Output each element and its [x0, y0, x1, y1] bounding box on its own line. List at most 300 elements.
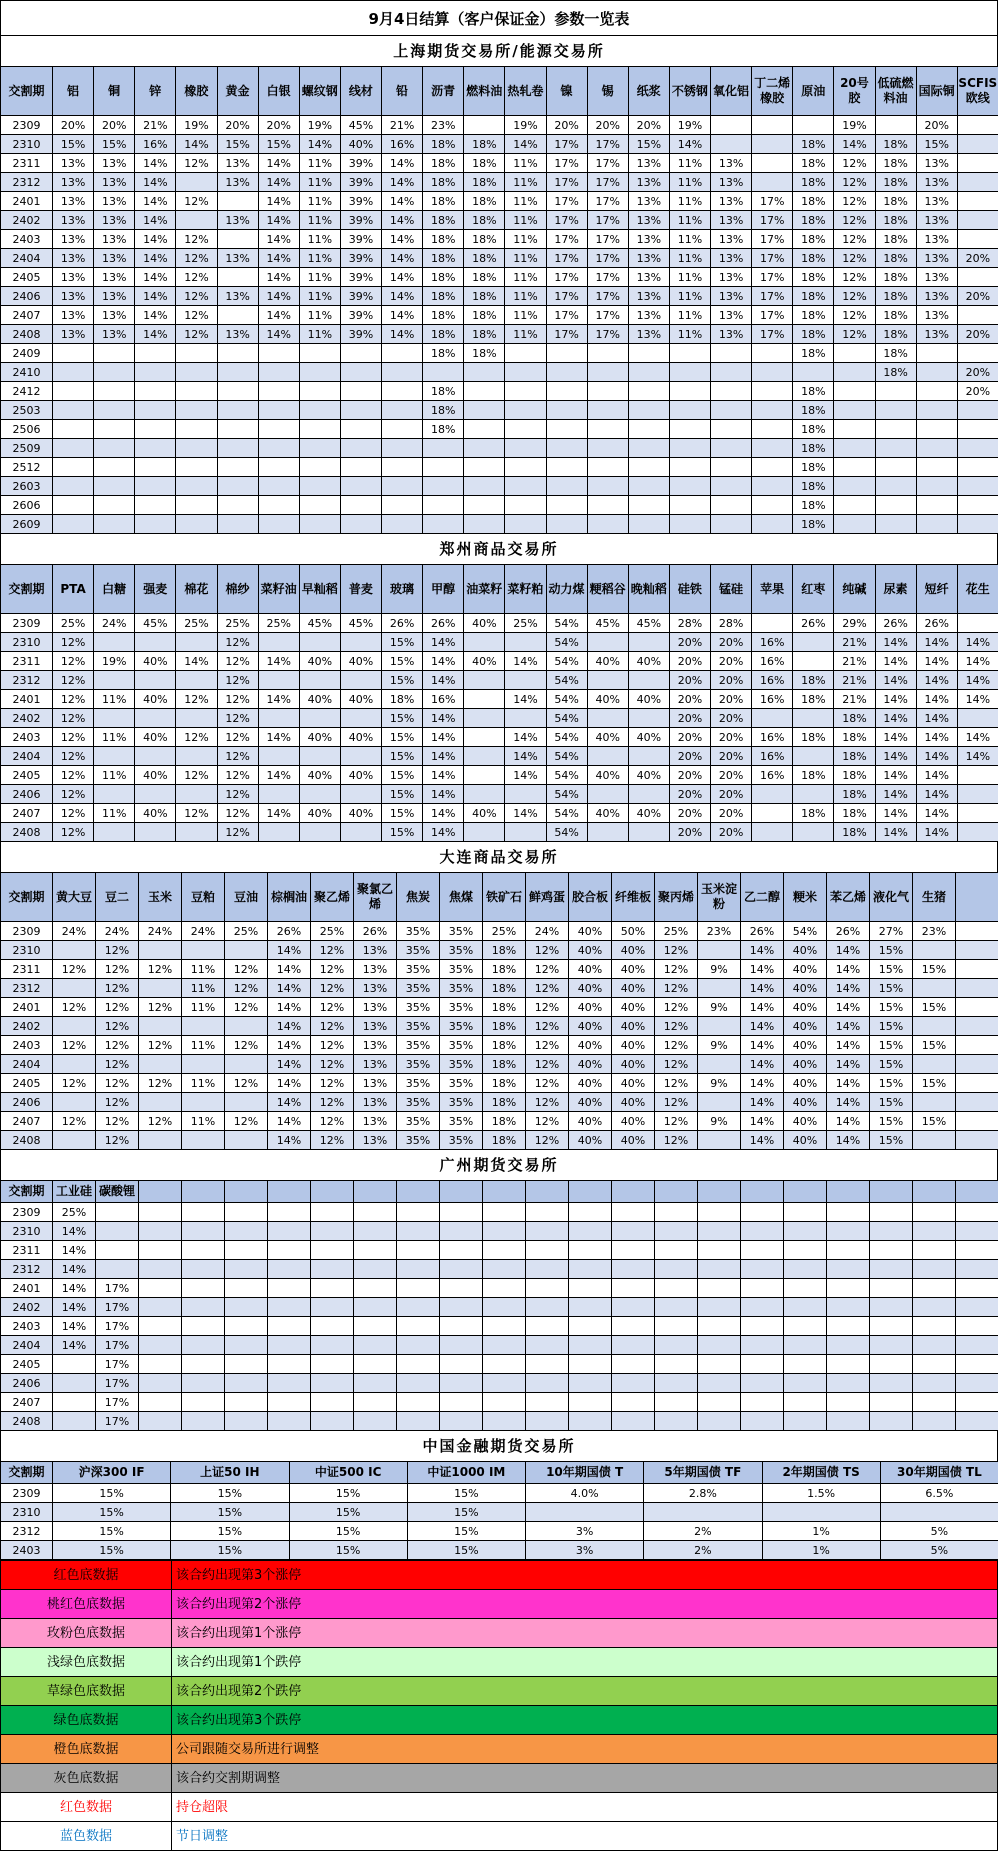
delivery-period-cell: 2312	[1, 1260, 53, 1279]
legend-description: 该合约交割期调整	[172, 1764, 998, 1793]
margin-cell	[176, 477, 217, 496]
margin-cell	[354, 1298, 397, 1317]
margin-cell	[311, 1393, 354, 1412]
margin-cell	[483, 1355, 526, 1374]
margin-cell	[612, 1317, 655, 1336]
delivery-period-cell: 2401	[1, 192, 53, 211]
margin-cell: 14%	[916, 823, 957, 842]
margin-cell	[354, 1317, 397, 1336]
table-row	[1, 401, 998, 420]
margin-cell: 14%	[382, 154, 423, 173]
table-row	[1, 1317, 998, 1336]
margin-cell	[182, 1222, 225, 1241]
margin-cell: 12%	[96, 1074, 139, 1093]
margin-cell: 26%	[741, 922, 784, 941]
margin-cell: 14%	[258, 173, 299, 192]
column-header: 玻璃	[382, 565, 423, 614]
margin-cell	[587, 671, 628, 690]
margin-cell: 12%	[176, 154, 217, 173]
margin-cell: 18%	[875, 154, 916, 173]
table-row	[1, 1541, 998, 1560]
margin-cell: 14%	[258, 268, 299, 287]
margin-cell: 11%	[669, 154, 710, 173]
margin-cell	[354, 1393, 397, 1412]
header-row	[1, 1462, 998, 1484]
column-header: 交割期	[1, 873, 53, 922]
margin-cell	[870, 1393, 913, 1412]
margin-cell: 20%	[711, 804, 752, 823]
margin-cell	[505, 382, 546, 401]
table-row	[1, 116, 998, 135]
column-header: 豆二	[96, 873, 139, 922]
margin-cell	[784, 1412, 827, 1431]
margin-cell: 54%	[546, 823, 587, 842]
margin-cell	[217, 306, 258, 325]
margin-cell: 14%	[382, 192, 423, 211]
margin-cell: 40%	[299, 728, 340, 747]
margin-cell: 15%	[870, 1074, 913, 1093]
margin-cell: 16%	[752, 633, 793, 652]
column-header: 白糖	[94, 565, 135, 614]
margin-cell	[53, 496, 94, 515]
margin-cell	[94, 496, 135, 515]
margin-cell: 13%	[94, 249, 135, 268]
column-header: 2年期国债 TS	[762, 1462, 880, 1484]
margin-cell: 40%	[784, 1055, 827, 1074]
margin-cell	[957, 614, 998, 633]
delivery-period-cell: 2403	[1, 1036, 53, 1055]
column-header: 交割期	[1, 1181, 53, 1203]
margin-cell: 24%	[96, 922, 139, 941]
margin-cell	[354, 1336, 397, 1355]
margin-cell: 17%	[752, 249, 793, 268]
margin-cell: 18%	[423, 135, 464, 154]
margin-cell: 12%	[311, 998, 354, 1017]
margin-cell: 18%	[382, 690, 423, 709]
margin-cell: 17%	[587, 287, 628, 306]
margin-cell: 54%	[546, 804, 587, 823]
margin-cell: 18%	[483, 1055, 526, 1074]
margin-cell: 15%	[913, 960, 956, 979]
margin-cell	[913, 979, 956, 998]
column-header: 沪深300 IF	[53, 1462, 171, 1484]
delivery-period-cell: 2310	[1, 941, 53, 960]
margin-cell: 15%	[913, 1112, 956, 1131]
margin-cell	[752, 154, 793, 173]
margin-cell	[698, 1298, 741, 1317]
margin-cell	[956, 1317, 998, 1336]
margin-cell: 13%	[916, 325, 957, 344]
margin-cell: 12%	[655, 979, 698, 998]
margin-cell: 15%	[916, 135, 957, 154]
margin-cell	[135, 709, 176, 728]
margin-cell: 13%	[53, 192, 94, 211]
margin-cell	[875, 420, 916, 439]
margin-cell	[397, 1298, 440, 1317]
margin-cell: 12%	[217, 747, 258, 766]
margin-cell	[526, 1260, 569, 1279]
margin-cell	[135, 382, 176, 401]
margin-cell	[793, 633, 834, 652]
margin-cell	[505, 420, 546, 439]
margin-cell	[741, 1336, 784, 1355]
margin-cell	[956, 1131, 998, 1150]
margin-cell: 26%	[875, 614, 916, 633]
margin-cell: 35%	[440, 1036, 483, 1055]
margin-cell: 17%	[587, 173, 628, 192]
margin-cell: 18%	[793, 230, 834, 249]
column-header: 红枣	[793, 565, 834, 614]
margin-cell	[299, 477, 340, 496]
margin-cell	[225, 1055, 268, 1074]
margin-cell: 14%	[875, 709, 916, 728]
margin-cell	[268, 1412, 311, 1431]
table-row	[1, 1074, 998, 1093]
margin-cell	[483, 1336, 526, 1355]
margin-cell	[526, 1503, 644, 1522]
margin-cell: 17%	[752, 325, 793, 344]
delivery-period-cell: 2408	[1, 325, 53, 344]
margin-cell: 14%	[916, 728, 957, 747]
margin-cell	[612, 1393, 655, 1412]
margin-cell: 14%	[741, 1112, 784, 1131]
margin-cell	[483, 1222, 526, 1241]
margin-cell	[526, 1298, 569, 1317]
margin-cell	[698, 1203, 741, 1222]
column-header: 纯碱	[834, 565, 875, 614]
margin-cell	[94, 515, 135, 534]
margin-cell: 24%	[94, 614, 135, 633]
margin-cell	[268, 1393, 311, 1412]
delivery-period-cell: 2408	[1, 1131, 53, 1150]
margin-cell: 40%	[784, 1036, 827, 1055]
margin-cell	[225, 1241, 268, 1260]
margin-cell: 14%	[916, 747, 957, 766]
margin-cell: 40%	[612, 998, 655, 1017]
margin-cell	[752, 823, 793, 842]
margin-cell	[628, 363, 669, 382]
margin-cell	[440, 1203, 483, 1222]
margin-cell: 11%	[94, 766, 135, 785]
margin-cell: 14%	[669, 135, 710, 154]
margin-cell: 15%	[289, 1522, 407, 1541]
margin-cell: 18%	[464, 135, 505, 154]
margin-cell: 17%	[752, 287, 793, 306]
margin-cell	[440, 1412, 483, 1431]
margin-cell: 13%	[354, 1036, 397, 1055]
margin-cell: 18%	[834, 823, 875, 842]
margin-cell: 12%	[655, 1093, 698, 1112]
margin-cell	[299, 823, 340, 842]
column-header: 铅	[382, 67, 423, 116]
margin-cell: 40%	[587, 766, 628, 785]
margin-cell: 15%	[870, 1036, 913, 1055]
margin-cell: 40%	[340, 690, 381, 709]
margin-cell	[784, 1279, 827, 1298]
column-header: 橡胶	[176, 67, 217, 116]
margin-cell: 40%	[612, 1074, 655, 1093]
margin-cell: 12%	[53, 960, 96, 979]
margin-cell	[53, 363, 94, 382]
margin-cell	[913, 1131, 956, 1150]
margin-cell	[139, 941, 182, 960]
margin-cell: 14%	[957, 690, 998, 709]
margin-cell	[94, 458, 135, 477]
column-header: 粳稻谷	[587, 565, 628, 614]
margin-cell	[711, 344, 752, 363]
margin-cell: 35%	[397, 960, 440, 979]
margin-table	[0, 564, 998, 842]
table-row	[1, 477, 998, 496]
header-row	[1, 873, 998, 922]
margin-cell	[762, 1503, 880, 1522]
margin-cell	[397, 1222, 440, 1241]
margin-cell: 40%	[612, 1112, 655, 1131]
margin-cell: 12%	[217, 804, 258, 823]
margin-cell: 12%	[834, 325, 875, 344]
margin-cell	[698, 1336, 741, 1355]
margin-cell: 40%	[587, 652, 628, 671]
margin-cell: 54%	[546, 766, 587, 785]
margin-cell	[505, 363, 546, 382]
delivery-period-cell: 2407	[1, 306, 53, 325]
margin-cell: 18%	[875, 192, 916, 211]
table-row	[1, 614, 998, 633]
margin-cell: 26%	[916, 614, 957, 633]
margin-cell	[916, 363, 957, 382]
margin-cell	[741, 1374, 784, 1393]
header-row	[1, 565, 998, 614]
margin-cell: 12%	[311, 1055, 354, 1074]
header-row	[1, 1181, 998, 1203]
margin-cell: 16%	[752, 728, 793, 747]
margin-cell: 18%	[423, 211, 464, 230]
legend-row	[1, 1677, 998, 1706]
margin-cell	[875, 116, 916, 135]
margin-cell	[628, 477, 669, 496]
margin-cell	[268, 1374, 311, 1393]
margin-cell: 12%	[655, 960, 698, 979]
delivery-period-cell: 2311	[1, 154, 53, 173]
margin-cell: 3%	[526, 1541, 644, 1560]
margin-cell: 13%	[53, 287, 94, 306]
margin-cell	[655, 1241, 698, 1260]
margin-cell	[698, 1279, 741, 1298]
margin-cell: 18%	[464, 211, 505, 230]
table-row	[1, 154, 998, 173]
margin-cell: 13%	[628, 211, 669, 230]
margin-cell	[655, 1317, 698, 1336]
delivery-period-cell: 2410	[1, 363, 53, 382]
margin-cell: 13%	[916, 154, 957, 173]
column-header: 菜籽油	[258, 565, 299, 614]
margin-cell: 14%	[176, 652, 217, 671]
margin-cell	[53, 344, 94, 363]
margin-cell: 40%	[784, 960, 827, 979]
margin-cell: 12%	[96, 1055, 139, 1074]
table-row	[1, 728, 998, 747]
column-header: 液化气	[870, 873, 913, 922]
margin-cell	[423, 515, 464, 534]
margin-cell: 12%	[53, 1112, 96, 1131]
margin-cell: 12%	[834, 173, 875, 192]
margin-cell	[176, 633, 217, 652]
margin-cell: 11%	[669, 211, 710, 230]
margin-cell	[569, 1393, 612, 1412]
margin-cell	[669, 420, 710, 439]
margin-cell	[569, 1336, 612, 1355]
margin-cell: 12%	[655, 1112, 698, 1131]
margin-cell	[354, 1279, 397, 1298]
margin-cell: 12%	[655, 1131, 698, 1150]
margin-cell	[834, 439, 875, 458]
margin-cell: 18%	[464, 344, 505, 363]
margin-cell	[655, 1393, 698, 1412]
column-header: 油菜籽	[464, 565, 505, 614]
margin-cell	[505, 633, 546, 652]
margin-cell: 18%	[793, 135, 834, 154]
margin-cell: 14%	[741, 1017, 784, 1036]
delivery-period-cell: 2401	[1, 998, 53, 1017]
margin-cell: 15%	[870, 1055, 913, 1074]
margin-cell: 12%	[526, 960, 569, 979]
margin-cell	[569, 1241, 612, 1260]
margin-cell: 13%	[94, 173, 135, 192]
margin-cell	[299, 709, 340, 728]
margin-cell: 40%	[784, 1017, 827, 1036]
margin-cell: 13%	[94, 325, 135, 344]
margin-cell	[464, 747, 505, 766]
margin-cell	[505, 496, 546, 515]
margin-cell: 9%	[698, 1036, 741, 1055]
margin-cell	[340, 671, 381, 690]
margin-cell	[526, 1279, 569, 1298]
column-header: 苯乙烯	[827, 873, 870, 922]
margin-cell	[569, 1203, 612, 1222]
margin-cell	[875, 382, 916, 401]
margin-cell: 54%	[546, 671, 587, 690]
margin-cell	[957, 709, 998, 728]
margin-cell: 14%	[957, 633, 998, 652]
margin-cell: 40%	[784, 1074, 827, 1093]
margin-cell	[827, 1393, 870, 1412]
margin-cell: 18%	[793, 496, 834, 515]
margin-cell: 12%	[311, 1112, 354, 1131]
margin-cell: 20%	[957, 382, 998, 401]
margin-cell: 50%	[612, 922, 655, 941]
margin-cell: 14%	[423, 728, 464, 747]
margin-cell	[957, 211, 998, 230]
delivery-period-cell: 2406	[1, 1093, 53, 1112]
margin-cell: 12%	[225, 998, 268, 1017]
margin-cell	[834, 515, 875, 534]
margin-cell: 14%	[875, 633, 916, 652]
margin-cell	[526, 1203, 569, 1222]
margin-cell	[870, 1412, 913, 1431]
margin-cell: 18%	[423, 382, 464, 401]
margin-cell: 40%	[784, 941, 827, 960]
margin-cell	[752, 804, 793, 823]
margin-cell	[752, 420, 793, 439]
margin-cell	[176, 382, 217, 401]
margin-cell: 17%	[546, 135, 587, 154]
margin-cell	[225, 1393, 268, 1412]
column-header: 焦炭	[397, 873, 440, 922]
margin-cell	[225, 1260, 268, 1279]
margin-cell: 18%	[875, 211, 916, 230]
margin-cell	[182, 1412, 225, 1431]
table-row	[1, 363, 998, 382]
margin-cell	[311, 1279, 354, 1298]
margin-cell	[483, 1279, 526, 1298]
margin-cell	[587, 477, 628, 496]
margin-cell: 18%	[875, 344, 916, 363]
margin-cell: 12%	[96, 1112, 139, 1131]
margin-cell	[135, 420, 176, 439]
margin-cell: 21%	[135, 116, 176, 135]
margin-cell: 13%	[628, 306, 669, 325]
margin-cell	[311, 1412, 354, 1431]
margin-cell: 20%	[53, 116, 94, 135]
table-row	[1, 1222, 998, 1241]
margin-cell: 11%	[669, 192, 710, 211]
margin-cell: 18%	[793, 804, 834, 823]
table-row	[1, 1279, 998, 1298]
column-header: 铝	[53, 67, 94, 116]
table-row	[1, 1393, 998, 1412]
margin-cell	[569, 1260, 612, 1279]
margin-cell	[587, 363, 628, 382]
margin-cell: 17%	[752, 268, 793, 287]
margin-cell	[628, 458, 669, 477]
margin-cell	[569, 1355, 612, 1374]
margin-cell: 17%	[546, 192, 587, 211]
margin-cell: 12%	[96, 1017, 139, 1036]
margin-cell: 9%	[698, 998, 741, 1017]
margin-cell	[916, 344, 957, 363]
margin-cell: 11%	[505, 173, 546, 192]
margin-cell	[464, 477, 505, 496]
margin-cell: 19%	[94, 652, 135, 671]
margin-cell: 11%	[182, 960, 225, 979]
margin-cell: 14%	[423, 671, 464, 690]
margin-cell	[258, 515, 299, 534]
margin-cell	[587, 458, 628, 477]
margin-cell	[135, 785, 176, 804]
margin-cell: 11%	[299, 173, 340, 192]
margin-cell: 15%	[53, 1503, 171, 1522]
margin-cell	[916, 458, 957, 477]
margin-cell: 21%	[834, 652, 875, 671]
margin-cell	[354, 1203, 397, 1222]
margin-cell	[397, 1203, 440, 1222]
column-header: 10年期国债 T	[526, 1462, 644, 1484]
margin-cell: 20%	[957, 325, 998, 344]
margin-cell	[135, 401, 176, 420]
margin-cell: 14%	[741, 998, 784, 1017]
margin-cell: 15%	[382, 728, 423, 747]
margin-cell: 40%	[135, 690, 176, 709]
margin-cell	[834, 420, 875, 439]
margin-cell: 14%	[135, 249, 176, 268]
margin-cell	[258, 458, 299, 477]
margin-cell: 18%	[464, 287, 505, 306]
margin-cell: 40%	[569, 941, 612, 960]
margin-cell: 14%	[741, 1131, 784, 1150]
margin-cell: 20%	[546, 116, 587, 135]
margin-cell	[827, 1317, 870, 1336]
margin-cell: 12%	[53, 671, 94, 690]
